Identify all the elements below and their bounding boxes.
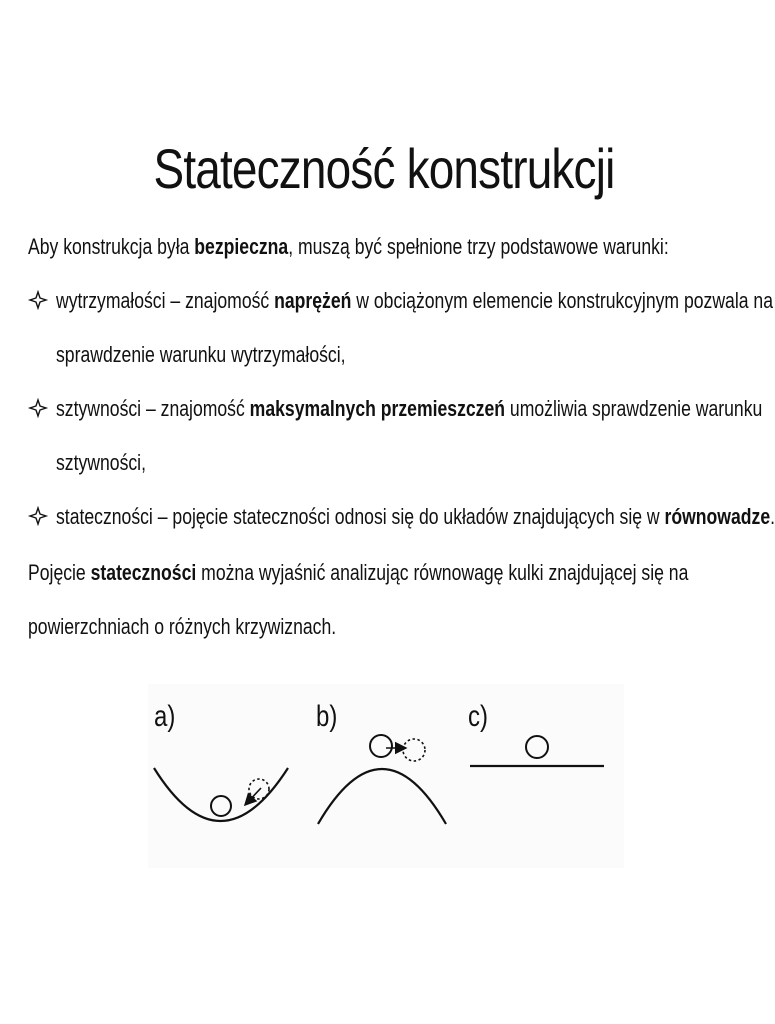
bullet-stiffness-text: sztywności – znajomość xyxy=(56,396,250,421)
intro-bold-term: bezpieczna xyxy=(194,234,289,259)
bullet-stability-text-end: . xyxy=(770,504,775,529)
equilibrium-figure xyxy=(148,684,624,868)
ball-solid xyxy=(370,735,392,757)
bullet-strength-bold: naprężeń xyxy=(274,288,352,313)
closing-line1 xyxy=(28,558,688,588)
neutral-equilibrium-diagram xyxy=(470,736,604,766)
bullet-stiffness-line2: sztywności, xyxy=(56,450,146,475)
figure-label-b: b) xyxy=(316,700,338,733)
figure-label-c: c) xyxy=(468,700,488,733)
unstable-equilibrium-diagram xyxy=(318,735,446,824)
bullet-strength-text: wytrzymałości – znajomość xyxy=(56,288,275,313)
ball-displaced-dashed xyxy=(403,739,425,761)
closing-line2: powierzchniach o różnych krzywiznach. xyxy=(28,614,337,639)
bullet-strength-line1 xyxy=(56,286,773,316)
slide-title: Stateczność konstrukcji xyxy=(153,137,615,200)
intro-text-start: Aby konstrukcja była xyxy=(28,234,195,259)
figure-drawing xyxy=(148,684,624,868)
bullet-stiffness-text-end: umożliwia sprawdzenie warunku xyxy=(505,396,763,421)
closing-text: Pojęcie xyxy=(28,560,91,585)
diamond-bullet-icon xyxy=(30,508,46,524)
stable-equilibrium-diagram xyxy=(154,768,288,821)
bullet-stiffness-line1 xyxy=(56,394,762,424)
closing-text-end: można wyjaśnić analizując równowagę kulki znajdującej się na xyxy=(196,560,689,585)
diamond-bullet-icon xyxy=(30,292,46,308)
ball-solid xyxy=(211,796,231,816)
ball-solid xyxy=(526,736,548,758)
bullet-stability-text: stateczności – pojęcie stateczności odnosi się do układów znajdujących się w xyxy=(56,504,665,529)
bullet-stability-line1 xyxy=(56,502,775,532)
bullet-stability-bold: równowadze xyxy=(664,504,771,529)
intro-line xyxy=(28,232,669,262)
intro-text-end: , muszą być spełnione trzy podstawowe warunki: xyxy=(288,234,669,259)
diamond-bullet-icon xyxy=(30,400,46,416)
return-arrow xyxy=(245,788,261,805)
closing-bold-term: stateczności xyxy=(90,560,197,585)
bullet-strength-line2: sprawdzenie warunku wytrzymałości, xyxy=(56,342,346,367)
figure-label-a: a) xyxy=(154,700,176,733)
bullet-stiffness-bold: maksymalnych przemieszczeń xyxy=(249,396,506,421)
bullet-strength-text-end: w obciążonym elemencie konstrukcyjnym pozwala na xyxy=(351,288,773,313)
convex-surface xyxy=(318,769,446,824)
